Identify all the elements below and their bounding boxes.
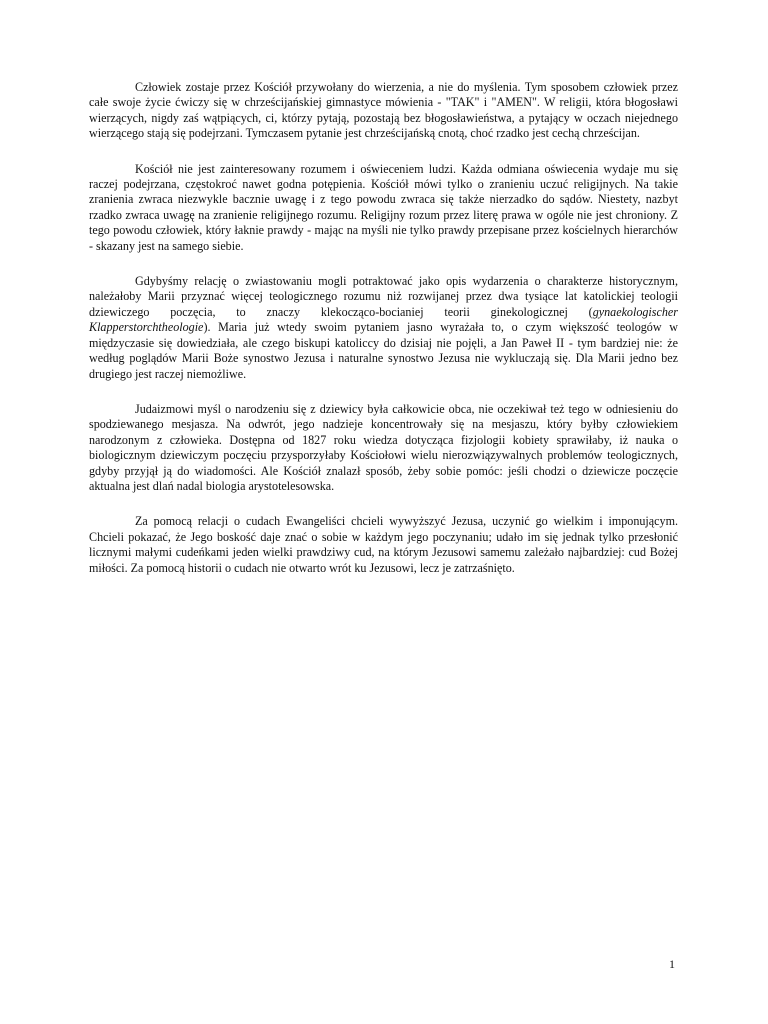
paragraph-1-text: Człowiek zostaje przez Kościół przywołany do wierzenia, a nie do myślenia. Tym sposobem człowiek przez całe swoje życie ćwiczy się w chrześcijańskiej gimnastyce mówienia - "TAK" i "AMEN". W religii, która błogosławi wierzących, nigdy zaś wątpiących, ci, którzy pytają, pozostają bez błogosławieństwa, a pytający w oczach niejednego wierzącego stają się podejrzani. Tymczasem pytanie jest chrześcijańską cnotą, choć rzadko jest cechą chrześcijan. bbox=[89, 80, 678, 141]
page-number: 1 bbox=[669, 957, 675, 971]
paragraph-5 bbox=[89, 514, 678, 576]
paragraph-1 bbox=[89, 80, 678, 142]
paragraph-3-italic-term: gynaekologischer Klapperstorchtheologie bbox=[89, 304, 678, 335]
paragraph-4 bbox=[89, 402, 678, 494]
paragraph-5-text: Za pomocą relacji o cudach Ewangeliści chcieli wywyższyć Jezusa, uczynić go wielkim i imponującym. Chcieli pokazać, że Jego boskość daje znać o sobie w każdym jego poczynaniu; udało im się jednak tylko przesłonić licznymi małymi cudeńkami jeden wielki prawdziwy cud, na którym Jezusowi samemu zależało najbardziej: cud Bożej miłości. Za pomocą historii o cudach nie otwarto wrót ku Jezusowi, lecz je zatrzaśnięto. bbox=[89, 514, 678, 575]
body-text bbox=[89, 80, 678, 596]
paragraph-2-text: Kościół nie jest zainteresowany rozumem i oświeceniem ludzi. Każda odmiana oświecenia wydaje mu się raczej podejrzana, częstokroć nawet godna potępienia. Kościół mówi tylko o zranieniu uczuć religijnych. Na takie zranienia zwraca niezwykle bacznie uwagę i z tego powodu zwraca się także nierzadko do sądów. Niestety, nazbyt rzadko zwraca uwagę na zranienie religijnego rozumu. Religijny rozum przez literę prawa w ogóle nie jest chroniony. Z tego powodu człowiek, który łaknie prawdy - mając na myśli nie tylko prawdy przepisane przez kościelnych hierarchów - skazany jest na samego siebie. bbox=[89, 161, 678, 253]
paragraph-3-text-start: Gdybyśmy relację o zwiastowaniu mogli potraktować jako opis wydarzenia o charakterze historycznym, należałoby Marii przyznać więcej teologicznego rozumu niż rozwijanej przez dwa tysiące lat katolickiej teologii dziewiczego poczęcia, to znaczy klekocząco-bocianiej teorii ginekologicznej ( bbox=[89, 274, 678, 319]
paragraph-4-text: Judaizmowi myśl o narodzeniu się z dziewicy była całkowicie obca, nie oczekiwał też tego w odniesieniu do spodziewanego mesjasza. Na odwrót, jego nadzieje koncentrowały się na mesjaszu, który byłby człowiekiem narodzonym z człowieka. Dostępna od 1827 roku wiedza dotycząca fizjologii kobiety sprawiłaby, iż nauka o biologicznym dziewiczym poczęciu przysporzyłaby Kościołowi wielu nierozwiązywalnych problemów teologicznych, gdyby przyjął ją do wiadomości. Ale Kościół znalazł sposób, żeby sobie pomóc: jeśli chodzi o dziewicze poczęcie aktualna jest dlań nadal biologia arystotelesowska. bbox=[89, 401, 678, 493]
paragraph-3 bbox=[89, 274, 678, 382]
paragraph-2 bbox=[89, 162, 678, 254]
paragraph-3-text-end: ). Maria już wtedy swoim pytaniem jasno wyrażała to, o czym większość teologów w międzyczasie się dowiedziała, ale czego biskupi katoliccy do dzisiaj nie pojęli, a Jan Paweł II - tym bardziej nie: że według poglądów Marii Boże synostwo Jezusa i naturalne synostwo Jezusa nie wykluczają się. Dla Marii jedno bez drugiego jest raczej niemożliwe. bbox=[89, 320, 678, 381]
